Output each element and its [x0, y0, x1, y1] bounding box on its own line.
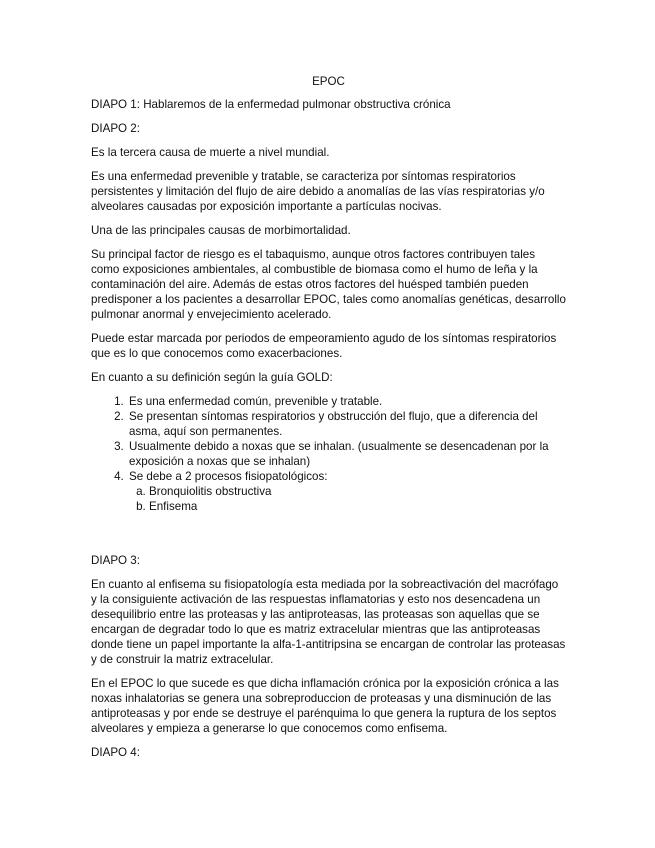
paragraph-gold-intro: En cuanto a su definición según la guía GOLD:: [91, 371, 333, 384]
paragraph-emphysema-pathophysiology: En cuanto al enfisema su fisiopatología esta mediada por la sobreactivación del macrófago y la consiguiente activación de las respuestas inflamatorias y esto nos desencadena un desequilibrio entre las proteasas y las antiproteasas, las proteasas son aquellas que se encargan de degradar todo lo que es matriz extracelular mientras que las antiproteasas donde tiene un papel importante la alfa-1-antitripsina se encargan de controlar las proteasas y de construir la matriz extracelular.: [91, 578, 566, 666]
list-item-processes: [127, 469, 566, 514]
diapo-1-paragraph: DIAPO 1: Hablaremos de la enfermedad pulmonar obstructiva crónica: [91, 98, 451, 111]
diapo-3-heading: DIAPO 3:: [91, 554, 140, 567]
list-item-label: Se debe a 2 procesos fisiopatológicos:: [129, 470, 328, 483]
document-page: [91, 74, 566, 769]
paragraph-morbimortality: Una de las principales causas de morbimortalidad.: [91, 224, 351, 237]
diapo-4-heading: DIAPO 4:: [91, 746, 140, 759]
sublist-item: a. Bronquiolitis obstructiva: [149, 484, 566, 499]
document-title: EPOC: [312, 75, 345, 88]
paragraph-definition: Es una enfermedad prevenible y tratable, se caracteriza por síntomas respiratorios persistentes y limitación del flujo de aire debido a anomalías de las vías respiratorias y/o alveolares causadas por exposición importante a partículas nocivas.: [91, 170, 545, 213]
list-item: 2. Se presentan síntomas respiratorios y obstrucción del flujo, que a diferencia del asma, aquí son permanentes.: [127, 409, 566, 439]
paragraph-mortality: Es la tercera causa de muerte a nivel mundial.: [91, 146, 330, 159]
processes-sublist: [129, 484, 566, 514]
sublist-item: b. Enfisema: [149, 499, 566, 514]
gold-definition-list: [91, 394, 566, 514]
list-item: 1. Es una enfermedad común, prevenible y tratable.: [127, 394, 566, 409]
paragraph-risk-factors: Su principal factor de riesgo es el tabaquismo, aunque otros factores contribuyen tales como exposiciones ambientales, al combustible de biomasa como el humo de leña y la contaminación del aire. Además de estas otros factores del huésped también pueden predisponer a los pacientes a desarrollar EPOC, tales como anomalías genéticas, desarrollo pulmonar anormal y envejecimiento acelerado.: [91, 248, 566, 321]
paragraph-exacerbations: Puede estar marcada por periodos de empeoramiento agudo de los síntomas respiratorios que es lo que conocemos como exacerbaciones.: [91, 332, 557, 360]
paragraph-chronic-inflammation: En el EPOC lo que sucede es que dicha inflamación crónica por la exposición crónica a las noxas inhalatorias se genera una sobreproduccion de proteasas y una disminución de las antiproteasas y por ende se destruye el parénquima lo que genera la ruptura de los septos alveolares y empieza a generarse lo que conocemos como enfisema.: [91, 677, 559, 735]
diapo-2-heading: DIAPO 2:: [91, 122, 140, 135]
blank-space: [91, 523, 566, 553]
list-item: 3. Usualmente debido a noxas que se inhalan. (usualmente se desencadenan por la exposición a noxas que se inhalan): [127, 439, 566, 469]
